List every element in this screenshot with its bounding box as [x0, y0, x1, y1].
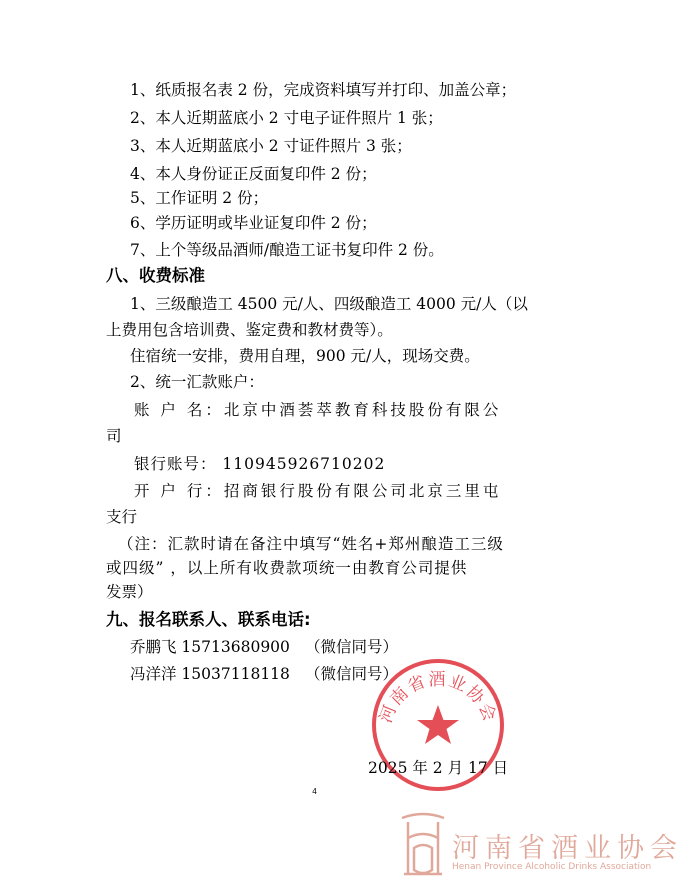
note-line-3: 发票） — [106, 583, 153, 601]
material-item-4: 4、本人身份证正反面复印件 2 份； — [130, 165, 377, 183]
contact-1: 乔鹏飞 15713680900 — [130, 638, 290, 656]
account-name: 账 户 名：北京中酒荟萃教育科技股份有限公 — [134, 401, 502, 419]
footer-logo-cn: 河南省酒业协会 — [452, 833, 683, 864]
account-intro: 2、统一汇款账户： — [130, 373, 264, 391]
note-line-1: （注：汇款时请在备注中填写“姓名+郑州酿造工三级 — [118, 535, 504, 553]
material-item-2: 2、本人近期蓝底小 2 寸电子证件照片 1 张； — [130, 109, 443, 127]
material-item-5: 5、工作证明 2 份； — [130, 189, 269, 207]
contact-2: 冯洋洋 15037118118 — [130, 665, 290, 683]
svg-text:河南省酒业协会: 河南省酒业协会 — [375, 670, 501, 726]
account-bank: 开 户 行：招商银行股份有限公司北京三里屯 — [134, 482, 502, 500]
association-logo-icon — [398, 808, 448, 880]
account-number: 银行账号： 110945926710202 — [134, 455, 386, 473]
note-line-2: 或四级” ，以上所有收费款项统一由教育公司提供 — [106, 559, 468, 577]
footer-logo-en: Henan Province Alcoholic Drinks Association — [452, 862, 652, 872]
fee-line-1: 1、三级酿造工 4500 元/人、四级酿造工 4000 元/人（以 — [130, 295, 528, 313]
material-item-1: 1、纸质报名表 2 份，完成资料填写并打印、加盖公章； — [130, 81, 517, 99]
fee-heading: 八、收费标准 — [106, 266, 205, 285]
fee-line-1b: 上费用包含培训费、鉴定费和教材费等）。 — [106, 321, 393, 339]
page-number: 4 — [312, 787, 317, 796]
account-bank-cont: 支行 — [106, 508, 138, 526]
material-item-7: 7、上个等级品酒师/酿造工证书复印件 2 份。 — [130, 241, 444, 259]
material-item-3: 3、本人近期蓝底小 2 寸证件照片 3 张； — [130, 137, 412, 155]
contact-2-note: （微信同号） — [305, 665, 399, 683]
document-date: 2025 年 2 月 17 日 — [368, 759, 509, 777]
account-name-cont: 司 — [106, 427, 122, 445]
lodging-line: 住宿统一安排，费用自理，900 元/人，现场交费。 — [130, 347, 480, 365]
contact-1-note: （微信同号） — [305, 638, 399, 656]
material-item-6: 6、学历证明或毕业证复印件 2 份； — [130, 214, 377, 232]
contacts-heading: 九、报名联系人、联系电话: — [106, 610, 311, 629]
